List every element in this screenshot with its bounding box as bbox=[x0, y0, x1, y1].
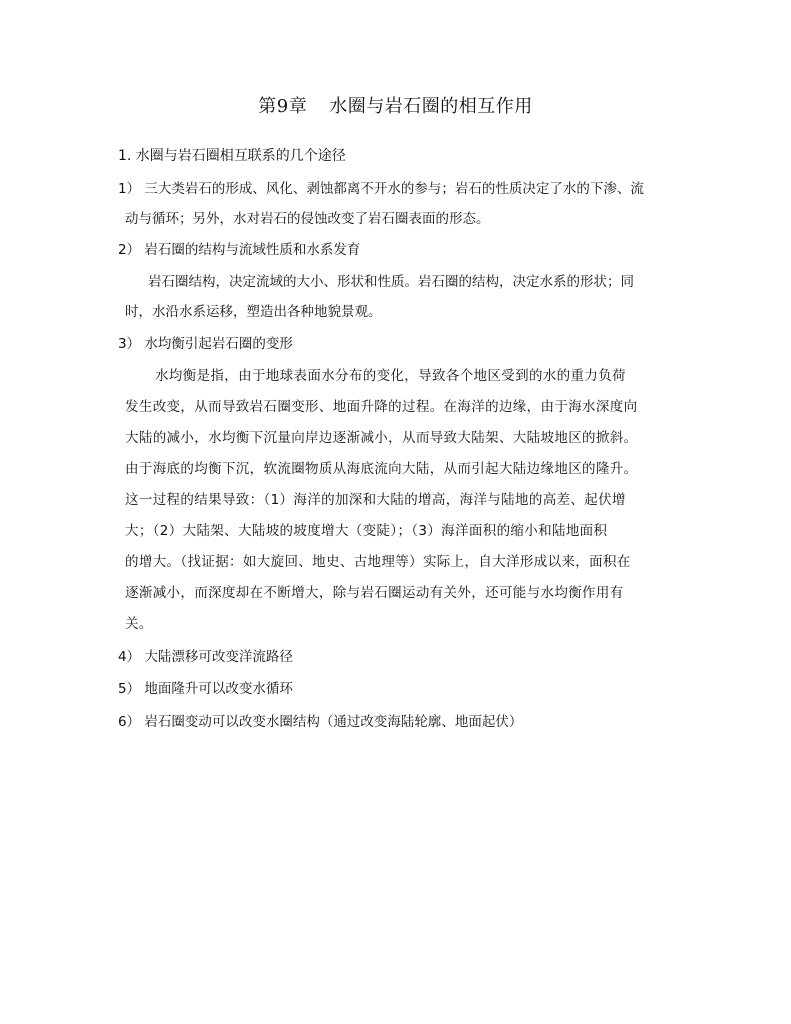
item-3-heading: 3） 水均衡引起岩石圈的变形 bbox=[118, 336, 293, 352]
item-2-line-2: 时，水沿水系运移，塑造出各种地貌景观。 bbox=[125, 304, 382, 320]
chapter-number: 第9章 bbox=[258, 96, 308, 117]
item-3-paragraph-line: 的增大。（找证据：如大旋回、地史、古地理等）实际上，自大洋形成以来，面积在 bbox=[125, 554, 631, 570]
chapter-title bbox=[0, 96, 791, 118]
item-3-paragraph-line: 这一过程的结果导致：（1）海洋的加深和大陆的增高，海洋与陆地的高差、起伏增 bbox=[125, 492, 626, 508]
item-3-paragraph-line: 大陆的减小，水均衡下沉量向岸边逐渐减小，从而导致大陆架、大陆坡地区的掀斜。 bbox=[125, 430, 638, 446]
item-3-paragraph-line: 大；（2）大陆架、大陆坡的坡度增大（变陡）；（3）海洋面积的缩小和陆地面积 bbox=[125, 523, 608, 539]
item-3-paragraph-line: 关。 bbox=[125, 616, 153, 632]
item-5: 5） 地面隆升可以改变水循环 bbox=[118, 681, 293, 697]
item-2-line-1: 岩石圈结构，决定流域的大小、形状和性质。岩石圈的结构，决定水系的形状；同 bbox=[148, 274, 634, 290]
item-3-paragraph-line: 由于海底的均衡下沉，软流圈物质从海底流向大陆，从而引起大陆边缘地区的隆升。 bbox=[125, 461, 638, 477]
chapter-title-text: 水圈与岩石圈的相互作用 bbox=[329, 96, 533, 117]
item-6: 6） 岩石圈变动可以改变水圈结构（通过改变海陆轮廓、地面起伏） bbox=[118, 714, 523, 730]
item-3-paragraph-line: 逐渐减小，而深度却在不断增大，除与岩石圈运动有关外，还可能与水均衡作用有 bbox=[125, 585, 624, 601]
section-heading: 1. 水圈与岩石圈相互联系的几个途径 bbox=[118, 148, 346, 164]
item-4: 4） 大陆漂移可改变洋流路径 bbox=[118, 649, 293, 665]
item-3-paragraph-line: 水均衡是指，由于地球表面水分布的变化，导致各个地区受到的水的重力负荷 bbox=[155, 368, 626, 384]
item-1-line-2: 动与循环；另外，水对岩石的侵蚀改变了岩石圈表面的形态。 bbox=[125, 211, 490, 227]
item-1-line-1: 1） 三大类岩石的形成、风化、剥蚀都离不开水的参与；岩石的性质决定了水的下渗、流 bbox=[118, 181, 644, 197]
item-3-paragraph-line: 发生改变，从而导致岩石圈变形、地面升降的过程。在海洋的边缘，由于海水深度向 bbox=[125, 399, 638, 415]
item-2-heading: 2） 岩石圈的结构与流域性质和水系发育 bbox=[118, 242, 361, 258]
